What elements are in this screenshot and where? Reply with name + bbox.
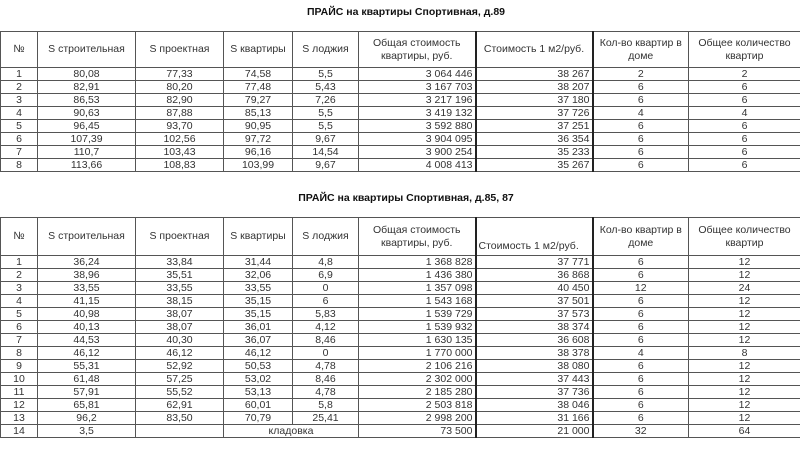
col-total-cost-cell: 73 500 bbox=[359, 425, 476, 438]
col-total-cost-cell: 3 904 095 bbox=[359, 133, 476, 146]
table-row bbox=[1, 308, 800, 321]
col-price-per-m2-cell: 37 501 bbox=[476, 295, 593, 308]
table-row bbox=[1, 256, 800, 269]
col-s-apartment-cell: 77,48 bbox=[224, 81, 293, 94]
col-s-build-cell: 33,55 bbox=[38, 282, 136, 295]
col-s-project-cell: 103,43 bbox=[136, 146, 224, 159]
col-s-loggia-cell: 25,41 bbox=[293, 412, 359, 425]
col-number-cell: 6 bbox=[1, 321, 38, 334]
col-count-total-cell: 12 bbox=[689, 412, 800, 425]
col-number-cell: 8 bbox=[1, 159, 38, 172]
col-total-cost-cell: 1 770 000 bbox=[359, 347, 476, 360]
col-count-house-cell: 6 bbox=[593, 269, 689, 282]
col-total-cost-cell: 1 543 168 bbox=[359, 295, 476, 308]
col-price-per-m2-cell: 37 771 bbox=[476, 256, 593, 269]
header-col-total-cost: Общая стоимость квартиры, руб. bbox=[359, 218, 476, 256]
table-row bbox=[1, 334, 800, 347]
col-total-cost-cell: 1 436 380 bbox=[359, 269, 476, 282]
col-s-loggia-cell: 9,67 bbox=[293, 159, 359, 172]
col-s-loggia-cell: 0 bbox=[293, 282, 359, 295]
col-s-build-cell: 40,98 bbox=[38, 308, 136, 321]
col-count-house-cell: 6 bbox=[593, 256, 689, 269]
col-price-per-m2-cell: 37 736 bbox=[476, 386, 593, 399]
col-price-per-m2-cell: 37 251 bbox=[476, 120, 593, 133]
col-price-per-m2-cell: 37 573 bbox=[476, 308, 593, 321]
col-s-build-cell: 41,15 bbox=[38, 295, 136, 308]
col-price-per-m2-cell: 36 354 bbox=[476, 133, 593, 146]
col-s-project-cell: 83,50 bbox=[136, 412, 224, 425]
col-price-per-m2-cell: 35 233 bbox=[476, 146, 593, 159]
col-count-total-cell: 12 bbox=[689, 308, 800, 321]
col-count-house-cell: 6 bbox=[593, 120, 689, 133]
col-number-cell: 5 bbox=[1, 308, 38, 321]
col-total-cost-cell: 2 185 280 bbox=[359, 386, 476, 399]
col-count-total-cell: 6 bbox=[689, 159, 800, 172]
col-count-house-cell: 6 bbox=[593, 334, 689, 347]
col-total-cost-cell: 3 592 880 bbox=[359, 120, 476, 133]
col-s-project-cell: 38,15 bbox=[136, 295, 224, 308]
col-total-cost-cell: 1 630 135 bbox=[359, 334, 476, 347]
col-count-total-cell: 24 bbox=[689, 282, 800, 295]
col-s-apartment-cell: 31,44 bbox=[224, 256, 293, 269]
col-number-cell: 7 bbox=[1, 334, 38, 347]
col-count-house-cell: 6 bbox=[593, 308, 689, 321]
col-count-total-cell: 12 bbox=[689, 334, 800, 347]
table-row bbox=[1, 68, 800, 81]
col-count-house-cell: 6 bbox=[593, 81, 689, 94]
col-total-cost-cell: 3 900 254 bbox=[359, 146, 476, 159]
table-header-row bbox=[1, 218, 800, 256]
price-table-building-85-87 bbox=[0, 217, 800, 438]
col-number-cell: 14 bbox=[1, 425, 38, 438]
header-col-number: № bbox=[1, 218, 38, 256]
col-count-total-cell: 6 bbox=[689, 81, 800, 94]
col-s-apartment-cell: 79,27 bbox=[224, 94, 293, 107]
col-total-cost-cell: 3 064 446 bbox=[359, 68, 476, 81]
col-s-loggia-cell: 8,46 bbox=[293, 334, 359, 347]
col-s-loggia-cell: 4,12 bbox=[293, 321, 359, 334]
table-row-storage bbox=[1, 425, 800, 438]
price-title-building-89: ПРАЙС на квартиры Спортивная, д.89 bbox=[306, 6, 505, 18]
table-row bbox=[1, 282, 800, 295]
col-s-build-cell: 46,12 bbox=[38, 347, 136, 360]
table-row bbox=[1, 347, 800, 360]
col-s-build-cell: 65,81 bbox=[38, 399, 136, 412]
header-col-count-total: Общее количество квартир bbox=[689, 32, 800, 68]
col-count-house-cell: 6 bbox=[593, 146, 689, 159]
col-s-apartment-cell: 96,16 bbox=[224, 146, 293, 159]
col-price-per-m2-cell: 37 443 bbox=[476, 373, 593, 386]
table-row bbox=[1, 412, 800, 425]
col-s-project-cell: 46,12 bbox=[136, 347, 224, 360]
header-col-count-total: Общее количество квартир bbox=[689, 218, 800, 256]
col-number-cell: 4 bbox=[1, 107, 38, 120]
col-s-loggia-cell: 4,78 bbox=[293, 360, 359, 373]
table-row bbox=[1, 146, 800, 159]
col-s-apartment-cell: 90,95 bbox=[224, 120, 293, 133]
col-s-build-cell: 38,96 bbox=[38, 269, 136, 282]
col-s-apartment-cell: 85,13 bbox=[224, 107, 293, 120]
col-s-build-cell: 110,7 bbox=[38, 146, 136, 159]
col-s-project-cell: 40,30 bbox=[136, 334, 224, 347]
col-s-build-cell: 61,48 bbox=[38, 373, 136, 386]
col-s-loggia-cell: 0 bbox=[293, 347, 359, 360]
col-total-cost-cell: 1 357 098 bbox=[359, 282, 476, 295]
col-count-total-cell: 12 bbox=[689, 360, 800, 373]
col-s-loggia-cell: 6,9 bbox=[293, 269, 359, 282]
col-price-per-m2-cell: 35 267 bbox=[476, 159, 593, 172]
col-s-apartment-cell: 33,55 bbox=[224, 282, 293, 295]
col-s-apartment-cell: 53,13 bbox=[224, 386, 293, 399]
header-col-number: № bbox=[1, 32, 38, 68]
col-s-apartment-cell: 35,15 bbox=[224, 295, 293, 308]
col-s-project-cell: 102,56 bbox=[136, 133, 224, 146]
col-s-build-cell: 107,39 bbox=[38, 133, 136, 146]
table-header-row bbox=[1, 32, 800, 68]
col-s-apartment-cell: 36,01 bbox=[224, 321, 293, 334]
col-s-apartment-cell: 50,53 bbox=[224, 360, 293, 373]
col-s-build-cell: 96,2 bbox=[38, 412, 136, 425]
col-number-cell: 10 bbox=[1, 373, 38, 386]
col-s-loggia-cell: 4,78 bbox=[293, 386, 359, 399]
col-count-total-cell: 6 bbox=[689, 133, 800, 146]
col-s-loggia-cell: 5,43 bbox=[293, 81, 359, 94]
col-count-house-cell: 2 bbox=[593, 68, 689, 81]
col-price-per-m2-cell: 38 046 bbox=[476, 399, 593, 412]
col-s-loggia-cell: 5,8 bbox=[293, 399, 359, 412]
col-s-loggia-cell: 5,5 bbox=[293, 120, 359, 133]
col-total-cost-cell: 1 539 729 bbox=[359, 308, 476, 321]
col-s-build-cell: 40,13 bbox=[38, 321, 136, 334]
col-number-cell: 2 bbox=[1, 81, 38, 94]
col-s-apartment-cell: 74,58 bbox=[224, 68, 293, 81]
col-number-cell: 2 bbox=[1, 269, 38, 282]
header-col-price-per-m2: Стоимость 1 м2/руб. bbox=[476, 32, 593, 68]
col-total-cost-cell: 3 419 132 bbox=[359, 107, 476, 120]
col-count-total-cell: 8 bbox=[689, 347, 800, 360]
col-number-cell: 8 bbox=[1, 347, 38, 360]
col-total-cost-cell: 2 998 200 bbox=[359, 412, 476, 425]
table-row bbox=[1, 81, 800, 94]
table-row bbox=[1, 159, 800, 172]
col-number-cell: 11 bbox=[1, 386, 38, 399]
col-number-cell: 6 bbox=[1, 133, 38, 146]
col-number-cell: 9 bbox=[1, 360, 38, 373]
table-row bbox=[1, 269, 800, 282]
col-s-apartment-cell: 46,12 bbox=[224, 347, 293, 360]
col-s-project-cell: 82,90 bbox=[136, 94, 224, 107]
header-col-s-apartment: S квартиры bbox=[224, 32, 293, 68]
table-row bbox=[1, 133, 800, 146]
table-row bbox=[1, 94, 800, 107]
col-count-total-cell: 6 bbox=[689, 94, 800, 107]
header-col-s-build: S строительная bbox=[38, 32, 136, 68]
col-count-total-cell: 12 bbox=[689, 256, 800, 269]
col-s-loggia-cell: 7,26 bbox=[293, 94, 359, 107]
col-price-per-m2-cell: 36 868 bbox=[476, 269, 593, 282]
col-s-loggia-cell: 9,67 bbox=[293, 133, 359, 146]
col-s-project-cell: 57,25 bbox=[136, 373, 224, 386]
col-s-build-cell: 80,08 bbox=[38, 68, 136, 81]
col-s-build-cell: 86,53 bbox=[38, 94, 136, 107]
col-count-house-cell: 6 bbox=[593, 159, 689, 172]
col-s-project-cell: 38,07 bbox=[136, 308, 224, 321]
table-row bbox=[1, 373, 800, 386]
header-col-s-project: S проектная bbox=[136, 32, 224, 68]
col-count-house-cell: 6 bbox=[593, 399, 689, 412]
col-count-house-cell: 6 bbox=[593, 373, 689, 386]
col-price-per-m2-cell: 38 378 bbox=[476, 347, 593, 360]
col-s-apartment-cell: 103,99 bbox=[224, 159, 293, 172]
col-s-apartment-cell: 70,79 bbox=[224, 412, 293, 425]
storage-label-cell: кладовка bbox=[224, 425, 359, 438]
col-s-project-cell: 33,55 bbox=[136, 282, 224, 295]
col-s-build-cell: 3,5 bbox=[38, 425, 136, 438]
col-s-apartment-cell: 60,01 bbox=[224, 399, 293, 412]
col-count-house-cell: 4 bbox=[593, 347, 689, 360]
col-s-project-cell: 77,33 bbox=[136, 68, 224, 81]
col-s-project-cell: 33,84 bbox=[136, 256, 224, 269]
col-total-cost-cell: 2 106 216 bbox=[359, 360, 476, 373]
col-total-cost-cell: 2 302 000 bbox=[359, 373, 476, 386]
col-price-per-m2-cell: 37 726 bbox=[476, 107, 593, 120]
col-number-cell: 5 bbox=[1, 120, 38, 133]
col-count-total-cell: 12 bbox=[689, 295, 800, 308]
col-count-total-cell: 12 bbox=[689, 269, 800, 282]
table-row bbox=[1, 360, 800, 373]
col-count-total-cell: 4 bbox=[689, 107, 800, 120]
col-s-loggia-cell: 6 bbox=[293, 295, 359, 308]
col-price-per-m2-cell: 31 166 bbox=[476, 412, 593, 425]
col-s-apartment-cell: 36,07 bbox=[224, 334, 293, 347]
col-s-build-cell: 57,91 bbox=[38, 386, 136, 399]
col-s-loggia-cell: 4,8 bbox=[293, 256, 359, 269]
col-count-house-cell: 6 bbox=[593, 360, 689, 373]
col-total-cost-cell: 4 008 413 bbox=[359, 159, 476, 172]
table-row bbox=[1, 321, 800, 334]
col-s-build-cell: 82,91 bbox=[38, 81, 136, 94]
col-count-total-cell: 2 bbox=[689, 68, 800, 81]
header-col-price-per-m2: Стоимость 1 м2/руб. bbox=[476, 218, 593, 256]
col-s-project-cell: 80,20 bbox=[136, 81, 224, 94]
col-s-project-cell: 93,70 bbox=[136, 120, 224, 133]
header-col-s-loggia: S лоджия bbox=[293, 218, 359, 256]
col-s-loggia-cell: 5,5 bbox=[293, 68, 359, 81]
price-title-building-85-87: ПРАЙС на квартиры Спортивная, д.85, 87 bbox=[298, 192, 514, 204]
col-s-loggia-cell: 5,83 bbox=[293, 308, 359, 321]
col-number-cell: 7 bbox=[1, 146, 38, 159]
col-total-cost-cell: 3 217 196 bbox=[359, 94, 476, 107]
col-price-per-m2-cell: 40 450 bbox=[476, 282, 593, 295]
col-count-total-cell: 12 bbox=[689, 399, 800, 412]
header-col-s-build: S строительная bbox=[38, 218, 136, 256]
col-number-cell: 4 bbox=[1, 295, 38, 308]
table-row bbox=[1, 120, 800, 133]
col-number-cell: 1 bbox=[1, 68, 38, 81]
col-count-house-cell: 6 bbox=[593, 94, 689, 107]
table-row bbox=[1, 399, 800, 412]
col-price-per-m2-cell: 36 608 bbox=[476, 334, 593, 347]
col-s-apartment-cell: 32,06 bbox=[224, 269, 293, 282]
col-price-per-m2-cell: 37 180 bbox=[476, 94, 593, 107]
col-s-project-cell: 35,51 bbox=[136, 269, 224, 282]
col-number-cell: 1 bbox=[1, 256, 38, 269]
col-total-cost-cell: 1 368 828 bbox=[359, 256, 476, 269]
col-s-project-cell: 62,91 bbox=[136, 399, 224, 412]
col-count-total-cell: 12 bbox=[689, 321, 800, 334]
header-col-total-cost: Общая стоимость квартиры, руб. bbox=[359, 32, 476, 68]
col-s-loggia-cell: 8,46 bbox=[293, 373, 359, 386]
col-count-house-cell: 6 bbox=[593, 133, 689, 146]
col-price-per-m2-cell: 38 267 bbox=[476, 68, 593, 81]
header-col-s-project: S проектная bbox=[136, 218, 224, 256]
col-s-build-cell: 90,63 bbox=[38, 107, 136, 120]
col-s-project-cell: 87,88 bbox=[136, 107, 224, 120]
col-number-cell: 3 bbox=[1, 94, 38, 107]
col-number-cell: 3 bbox=[1, 282, 38, 295]
col-s-project-cell: 52,92 bbox=[136, 360, 224, 373]
price-table-building-89 bbox=[0, 31, 800, 172]
col-s-project-cell bbox=[136, 425, 224, 438]
table-row bbox=[1, 295, 800, 308]
col-s-build-cell: 96,45 bbox=[38, 120, 136, 133]
col-count-house-cell: 4 bbox=[593, 107, 689, 120]
header-col-count-house: Кол-во квартир в доме bbox=[593, 218, 689, 256]
col-s-project-cell: 108,83 bbox=[136, 159, 224, 172]
header-col-s-apartment: S квартиры bbox=[224, 218, 293, 256]
col-s-apartment-cell: 35,15 bbox=[224, 308, 293, 321]
col-s-apartment-cell: 97,72 bbox=[224, 133, 293, 146]
col-s-build-cell: 36,24 bbox=[38, 256, 136, 269]
col-count-house-cell: 6 bbox=[593, 295, 689, 308]
col-total-cost-cell: 3 167 703 bbox=[359, 81, 476, 94]
col-count-total-cell: 12 bbox=[689, 373, 800, 386]
col-count-house-cell: 12 bbox=[593, 282, 689, 295]
col-s-build-cell: 55,31 bbox=[38, 360, 136, 373]
col-total-cost-cell: 2 503 818 bbox=[359, 399, 476, 412]
table-row bbox=[1, 107, 800, 120]
col-s-loggia-cell: 14,54 bbox=[293, 146, 359, 159]
col-count-total-cell: 64 bbox=[689, 425, 800, 438]
col-s-apartment-cell: 53,02 bbox=[224, 373, 293, 386]
col-count-total-cell: 6 bbox=[689, 146, 800, 159]
col-price-per-m2-cell: 38 080 bbox=[476, 360, 593, 373]
col-count-house-cell: 32 bbox=[593, 425, 689, 438]
col-s-build-cell: 44,53 bbox=[38, 334, 136, 347]
header-col-s-loggia: S лоджия bbox=[293, 32, 359, 68]
col-number-cell: 13 bbox=[1, 412, 38, 425]
col-total-cost-cell: 1 539 932 bbox=[359, 321, 476, 334]
col-s-project-cell: 38,07 bbox=[136, 321, 224, 334]
col-count-house-cell: 6 bbox=[593, 386, 689, 399]
col-s-loggia-cell: 5,5 bbox=[293, 107, 359, 120]
col-price-per-m2-cell: 21 000 bbox=[476, 425, 593, 438]
col-price-per-m2-cell: 38 374 bbox=[476, 321, 593, 334]
col-count-house-cell: 6 bbox=[593, 412, 689, 425]
header-col-count-house: Кол-во квартир в доме bbox=[593, 32, 689, 68]
col-number-cell: 12 bbox=[1, 399, 38, 412]
table-row bbox=[1, 386, 800, 399]
col-s-project-cell: 55,52 bbox=[136, 386, 224, 399]
col-count-house-cell: 6 bbox=[593, 321, 689, 334]
col-s-build-cell: 113,66 bbox=[38, 159, 136, 172]
col-price-per-m2-cell: 38 207 bbox=[476, 81, 593, 94]
col-count-total-cell: 6 bbox=[689, 120, 800, 133]
col-count-total-cell: 12 bbox=[689, 386, 800, 399]
